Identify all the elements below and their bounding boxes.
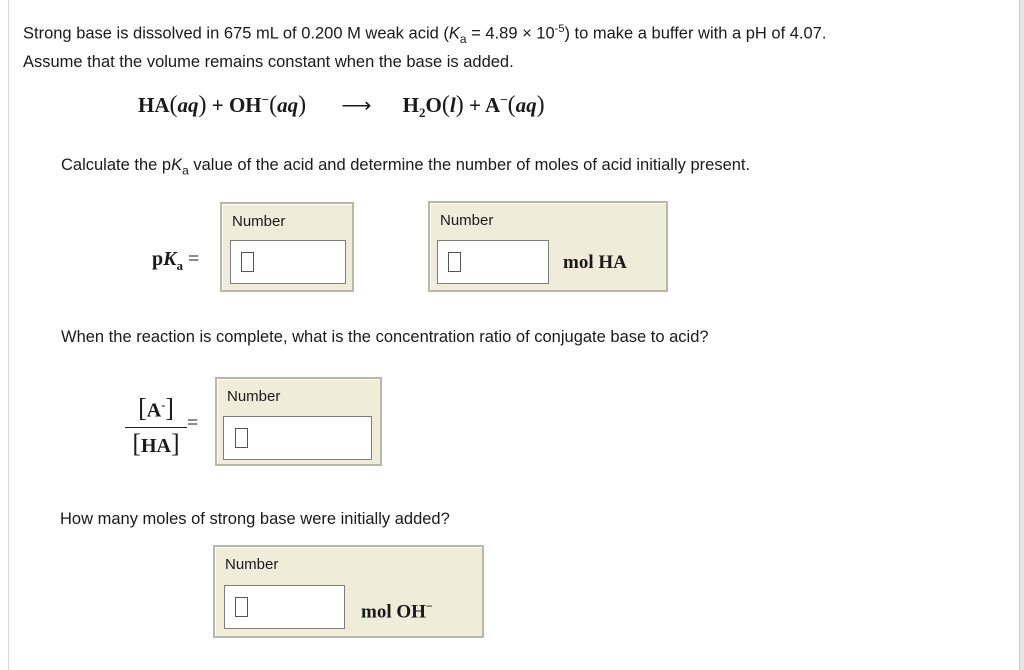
reactant-oh: OH bbox=[228, 93, 262, 117]
ratio-answer-box bbox=[215, 377, 382, 466]
ka-subscript: a bbox=[459, 31, 467, 46]
question-text: value of the acid and determine the number of moles of acid initially present. bbox=[188, 156, 751, 174]
left-frame-border bbox=[8, 0, 9, 670]
problem-line-1 bbox=[23, 18, 826, 51]
plus-sign: + bbox=[211, 93, 224, 117]
charge-label: − bbox=[425, 599, 433, 613]
unit-mol-oh-text: mol OH bbox=[361, 601, 426, 623]
problem-line-2: Assume that the volume remains constant when the base is added. bbox=[23, 52, 514, 71]
plus-sign: + bbox=[468, 93, 481, 117]
number-label: Number bbox=[225, 556, 279, 573]
ka-subscript: a bbox=[182, 163, 189, 178]
state-label: aq bbox=[515, 93, 537, 117]
equals-sign: = bbox=[187, 248, 200, 270]
question-1 bbox=[61, 156, 750, 177]
product-water: H bbox=[402, 93, 420, 117]
equals-sign: = bbox=[187, 412, 199, 434]
question-text: Calculate the p bbox=[61, 156, 172, 174]
pka-k: K bbox=[163, 248, 177, 270]
fraction-bar bbox=[125, 427, 187, 428]
pka-sub: a bbox=[176, 258, 183, 273]
reactant-ha: HA bbox=[138, 93, 170, 117]
pka-answer-box bbox=[220, 202, 354, 292]
charge-label: - bbox=[161, 398, 166, 412]
product-water-o: O bbox=[425, 93, 442, 117]
charge-label: − bbox=[500, 92, 508, 107]
reaction-equation: HA(aq) + OH−(aq) ⟶ $H_2O(l) + A^-(aq)$ bbox=[138, 92, 545, 121]
state-label: aq bbox=[177, 93, 199, 117]
charge-label: − bbox=[261, 92, 270, 107]
state-label: l bbox=[449, 93, 456, 117]
pka-input[interactable] bbox=[230, 240, 346, 284]
problem-text: ) to make a buffer with a pH of 4.07. bbox=[564, 24, 827, 43]
problem-text: = 4.89 × 10 bbox=[466, 24, 555, 43]
number-label: Number bbox=[232, 213, 286, 230]
moles-base-input[interactable] bbox=[224, 585, 345, 629]
moles-base-answer-box bbox=[213, 545, 484, 638]
ratio-numerator: [A-] bbox=[138, 393, 174, 423]
ratio-label bbox=[125, 392, 199, 459]
ka-symbol: K bbox=[171, 156, 183, 174]
ratio-num-text: A bbox=[146, 399, 162, 422]
problem-text: Strong base is dissolved in 675 mL of 0.200 M weak acid ( bbox=[23, 24, 449, 43]
pka-p: p bbox=[152, 248, 164, 270]
moles-acid-answer-box bbox=[428, 201, 668, 292]
pka-label bbox=[152, 248, 199, 274]
reaction-arrow: ⟶ bbox=[341, 93, 372, 117]
ratio-denominator: [HA] bbox=[132, 428, 180, 458]
question-2: When the reaction is complete, what is the concentration ratio of conjugate base to acid? bbox=[61, 328, 709, 346]
problem-statement bbox=[23, 18, 826, 74]
subscript-label: 2 bbox=[419, 105, 426, 121]
unit-mol-oh bbox=[361, 599, 433, 623]
state-label: aq bbox=[277, 93, 299, 117]
moles-acid-input[interactable] bbox=[437, 240, 549, 284]
ka-symbol: K bbox=[448, 24, 460, 43]
number-label: Number bbox=[440, 212, 494, 229]
unit-mol-ha: mol HA bbox=[563, 252, 627, 273]
question-3: How many moles of strong base were initially added? bbox=[60, 510, 450, 528]
ratio-input[interactable] bbox=[223, 416, 372, 460]
right-scrollbar-edge[interactable] bbox=[1019, 0, 1024, 670]
number-label: Number bbox=[227, 388, 281, 405]
ratio-den-text: HA bbox=[141, 434, 171, 457]
ka-exponent: -5 bbox=[554, 23, 565, 35]
product-a: A bbox=[485, 93, 501, 117]
